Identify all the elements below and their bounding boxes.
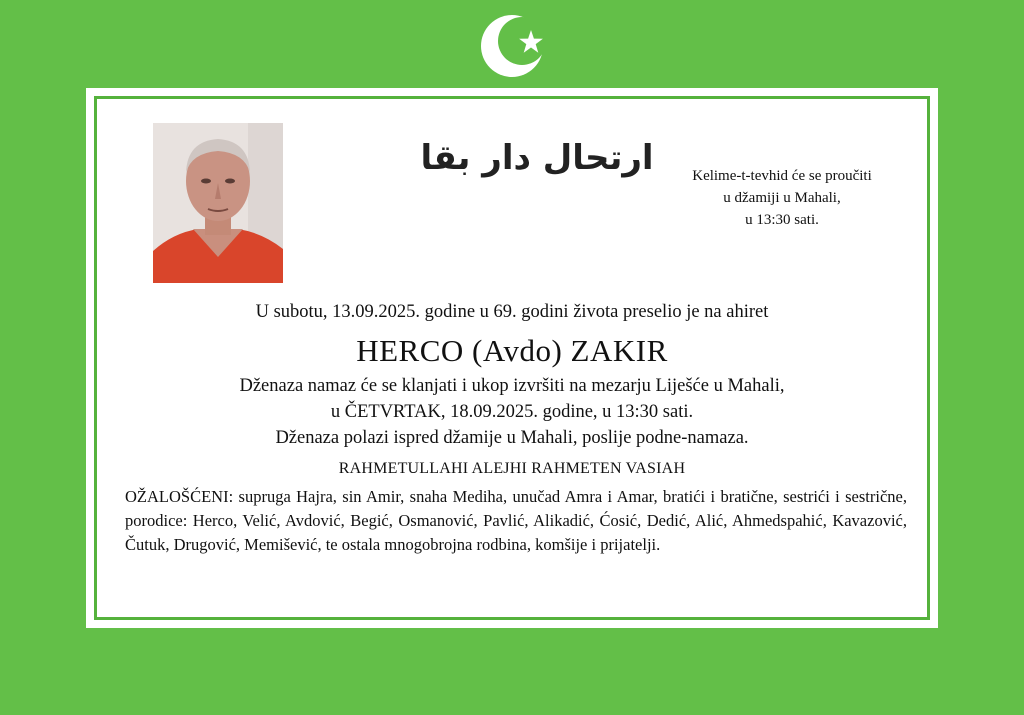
tevhid-note-line2: u džamiji u Mahali,	[723, 190, 841, 206]
portrait-photo	[153, 123, 283, 283]
notice-border	[94, 96, 930, 620]
prayer-phrase: RAHMETULLAHI ALEJHI RAHMETEN VASIAH	[338, 460, 686, 477]
funeral-prayer-line: Dženaza namaz će se klanjati i ukop izvršiti na mezarju Liješće u Mahali,	[239, 376, 785, 396]
procession-line: Dženaza polazi ispred džamije u Mahali, poslije podne-namaza.	[275, 428, 749, 448]
notice-card	[86, 88, 938, 628]
tevhid-note-line1: Kelime-t-tevhid će se proučiti	[692, 168, 872, 184]
announcement	[137, 299, 887, 481]
crescent-and-star-icon	[480, 10, 546, 80]
announcement-intro: U subotu, 13.09.2025. godine u 69. godini života preselio je na ahiret	[255, 302, 769, 322]
funeral-date-line: u ČETVRTAK, 18.09.2025. godine, u 13:30 sati.	[330, 402, 694, 422]
deceased-name: HERCO (Avdo) ZAKIR	[356, 333, 668, 368]
tevhid-note	[657, 165, 907, 231]
arabic-calligraphy-title	[420, 119, 654, 199]
arabic-title-text: ارتحال دار بقا	[420, 138, 654, 178]
tevhid-note-line3: u 13:30 sati.	[745, 212, 819, 228]
mourners-list: OŽALOŠĆENI: supruga Hajra, sin Amir, snaha Mediha, unučad Amra i Amar, bratići i bratične, sestrići i sestrične, porodice: Herco, Velić, Avdović, Begić, Osmanović, Pavlić, Alikadić, Ćosić, Dedić, Alić, Ahmedspahić, Kavazović, Čutuk, Drugović, Memišević, te ostala mnogobrojna rodbina, komšije i prijatelji.	[125, 487, 907, 554]
